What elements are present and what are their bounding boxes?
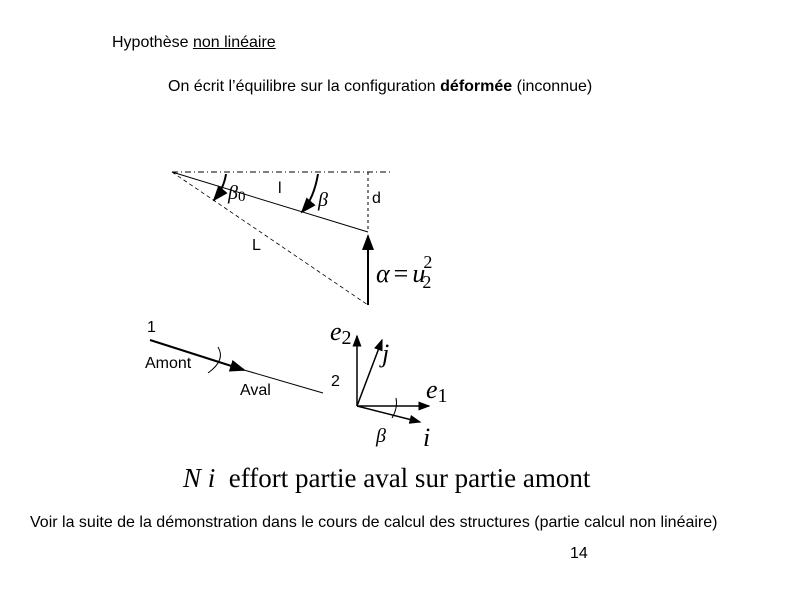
footer-note: Voir la suite de la démonstration dans le cours de calcul des structures (partie calcul non linéaire): [30, 514, 718, 531]
page-number: 14: [570, 545, 588, 562]
e2-label: e2: [330, 317, 352, 349]
i-label: i: [423, 423, 431, 452]
node-2-label: 2: [331, 373, 340, 390]
i-vector: [357, 406, 420, 422]
section-diagram: [145, 317, 448, 452]
initial-line: [172, 172, 368, 305]
member-line: [172, 172, 368, 232]
l-label: l: [278, 180, 282, 197]
d-label: d: [372, 190, 381, 207]
beta-arc-icon: [302, 174, 318, 212]
beta0-label: β0: [228, 182, 246, 205]
j-vector: [357, 340, 382, 406]
slide-title: Hypothèse non linéaire: [112, 34, 276, 51]
alpha-equation: α = u2 2: [376, 252, 433, 292]
e1-label: e1: [426, 375, 448, 407]
j-label: j: [382, 339, 390, 368]
beta-bottom-label: β: [376, 425, 386, 447]
L-label: L: [252, 237, 261, 254]
aval-label: Aval: [240, 382, 271, 399]
deformed-configuration: [172, 172, 432, 305]
force-equation: N i effort partie aval sur partie amont: [183, 463, 591, 493]
node-1-label: 1: [147, 319, 156, 336]
slide-subtitle: On écrit l’équilibre sur la configuration déformée (inconnue): [168, 78, 593, 95]
beta-label: β: [318, 189, 328, 211]
amont-label: Amont: [145, 355, 192, 372]
